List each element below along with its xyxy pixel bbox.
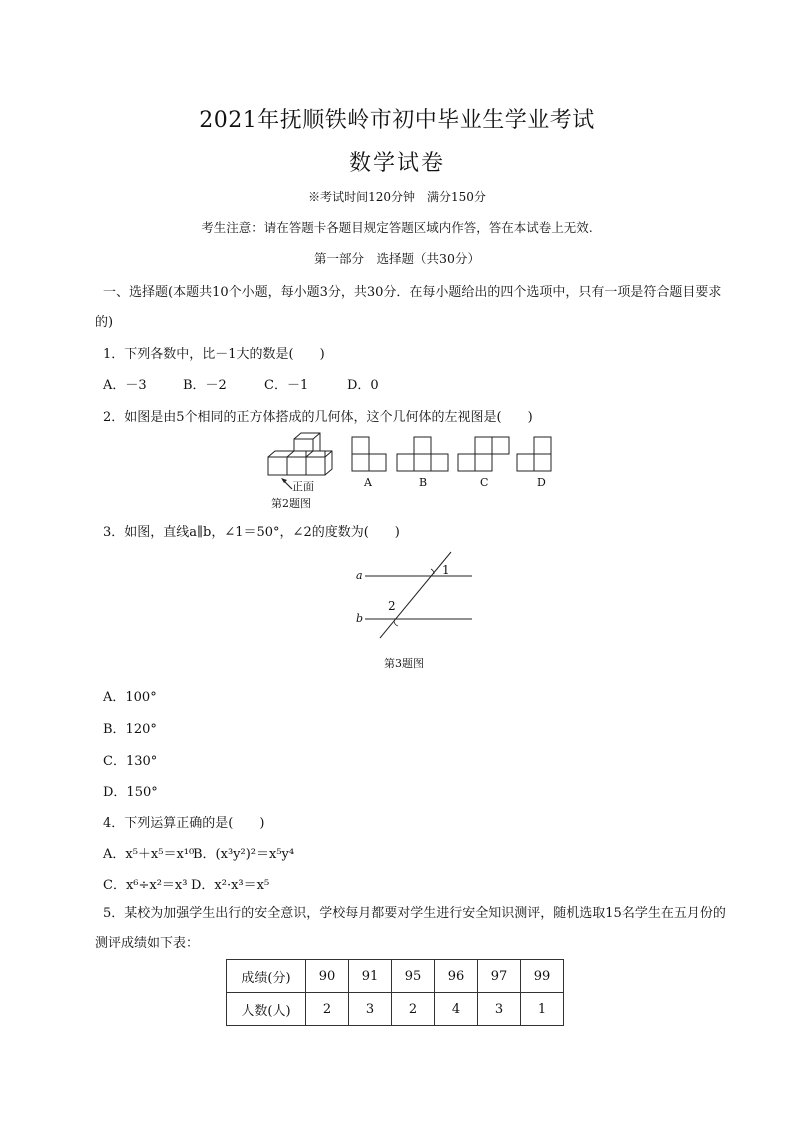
table-row [227, 960, 564, 993]
table-cell: 3 [478, 993, 521, 1026]
q2-stem: 2．如图是由5个相同的正方体搭成的几何体，这个几何体的左视图是( ) [103, 410, 533, 425]
angle1-arc [431, 569, 434, 574]
q2-label-d: D [537, 476, 546, 489]
exam-title: 2021年抚顺铁岭市初中毕业生学业考试 [199, 108, 595, 133]
transversal-line [380, 552, 451, 638]
q1-option-c: C．－1 [264, 378, 309, 393]
table-cell: 99 [521, 960, 564, 993]
table-cell: 2 [306, 993, 349, 1026]
q3-angle1-label: 1 [442, 563, 450, 577]
table-cell: 1 [521, 993, 564, 1026]
q4-option-d: D．x²·x³＝x⁵ [191, 878, 270, 893]
q1-stem: 1．下列各数中，比－1大的数是( ) [103, 347, 325, 362]
q3-option-b: B．120° [103, 722, 157, 737]
q3-figure [350, 545, 480, 645]
q4-option-a: A．x⁵＋x⁵＝x¹⁰ [103, 847, 195, 862]
exam-notice: 考生注意：请在答题卡各题目规定答题区域内作答，答在本试卷上无效. [201, 220, 593, 235]
q3-line-a-label: a [356, 569, 363, 582]
q5-stem: 5．某校为加强学生出行的安全意识，学校每月都要对学生进行安全知识测评，随机选取15名学生在五月份的测评成绩如下表： [95, 906, 726, 951]
table-cell: 3 [349, 993, 392, 1026]
q3-caption: 第3题图 [384, 657, 424, 670]
q3-angle2-label: 2 [388, 599, 396, 613]
table-row-header: 人数(人) [227, 993, 306, 1026]
q2-label-a: A [364, 476, 372, 489]
table-cell: 90 [306, 960, 349, 993]
exam-subtitle: 数学试卷 [348, 151, 445, 176]
q3-option-c: C．130° [103, 754, 158, 769]
table-cell: 96 [435, 960, 478, 993]
q2-label-c: C [480, 476, 489, 489]
section-instructions: 一、选择题(本题共10个小题，每小题3分，共30分．在每小题给出的四个选项中，只有一项是符合题目要求的) [95, 285, 722, 330]
table-cell: 91 [349, 960, 392, 993]
table-row [227, 993, 564, 1026]
table-cell: 4 [435, 993, 478, 1026]
q4-option-c: C．x⁶÷x²＝x³ [103, 878, 188, 893]
q2-caption: 第2题图 [271, 497, 311, 510]
q2-option-a-view [352, 437, 386, 471]
q3-stem: 3．如图，直线a∥b，∠1＝50°，∠2的度数为( ) [103, 525, 400, 540]
q2-option-c-view [458, 437, 509, 471]
q2-label-b: B [419, 476, 428, 489]
table-cell: 97 [478, 960, 521, 993]
arrow-head-icon [281, 478, 287, 483]
q4-option-b: B．(x³y²)²＝x⁵y⁴ [193, 847, 295, 862]
q1-option-d: D．0 [347, 378, 379, 393]
q3-option-d: D．150° [103, 785, 158, 800]
table-cell: 2 [392, 993, 435, 1026]
q1-option-b: B．－2 [183, 378, 227, 393]
part-heading: 第一部分 选择题（共30分） [314, 251, 480, 266]
q2-front-label: 正面 [292, 480, 314, 493]
q1-option-a: A．－3 [103, 378, 147, 393]
cube-solid-drawing [268, 433, 332, 475]
table-cell: 95 [392, 960, 435, 993]
score-table [226, 959, 564, 1026]
angle2-arc [394, 621, 398, 626]
exam-info: ※考试时间120分钟 满分150分 [308, 190, 486, 204]
q3-line-b-label: b [356, 612, 364, 625]
table-row-header: 成绩(分) [227, 960, 306, 993]
q4-stem: 4．下列运算正确的是( ) [103, 816, 265, 831]
q3-option-a: A．100° [103, 690, 157, 705]
q2-option-d-view [517, 437, 551, 471]
q2-option-b-view [397, 437, 448, 471]
